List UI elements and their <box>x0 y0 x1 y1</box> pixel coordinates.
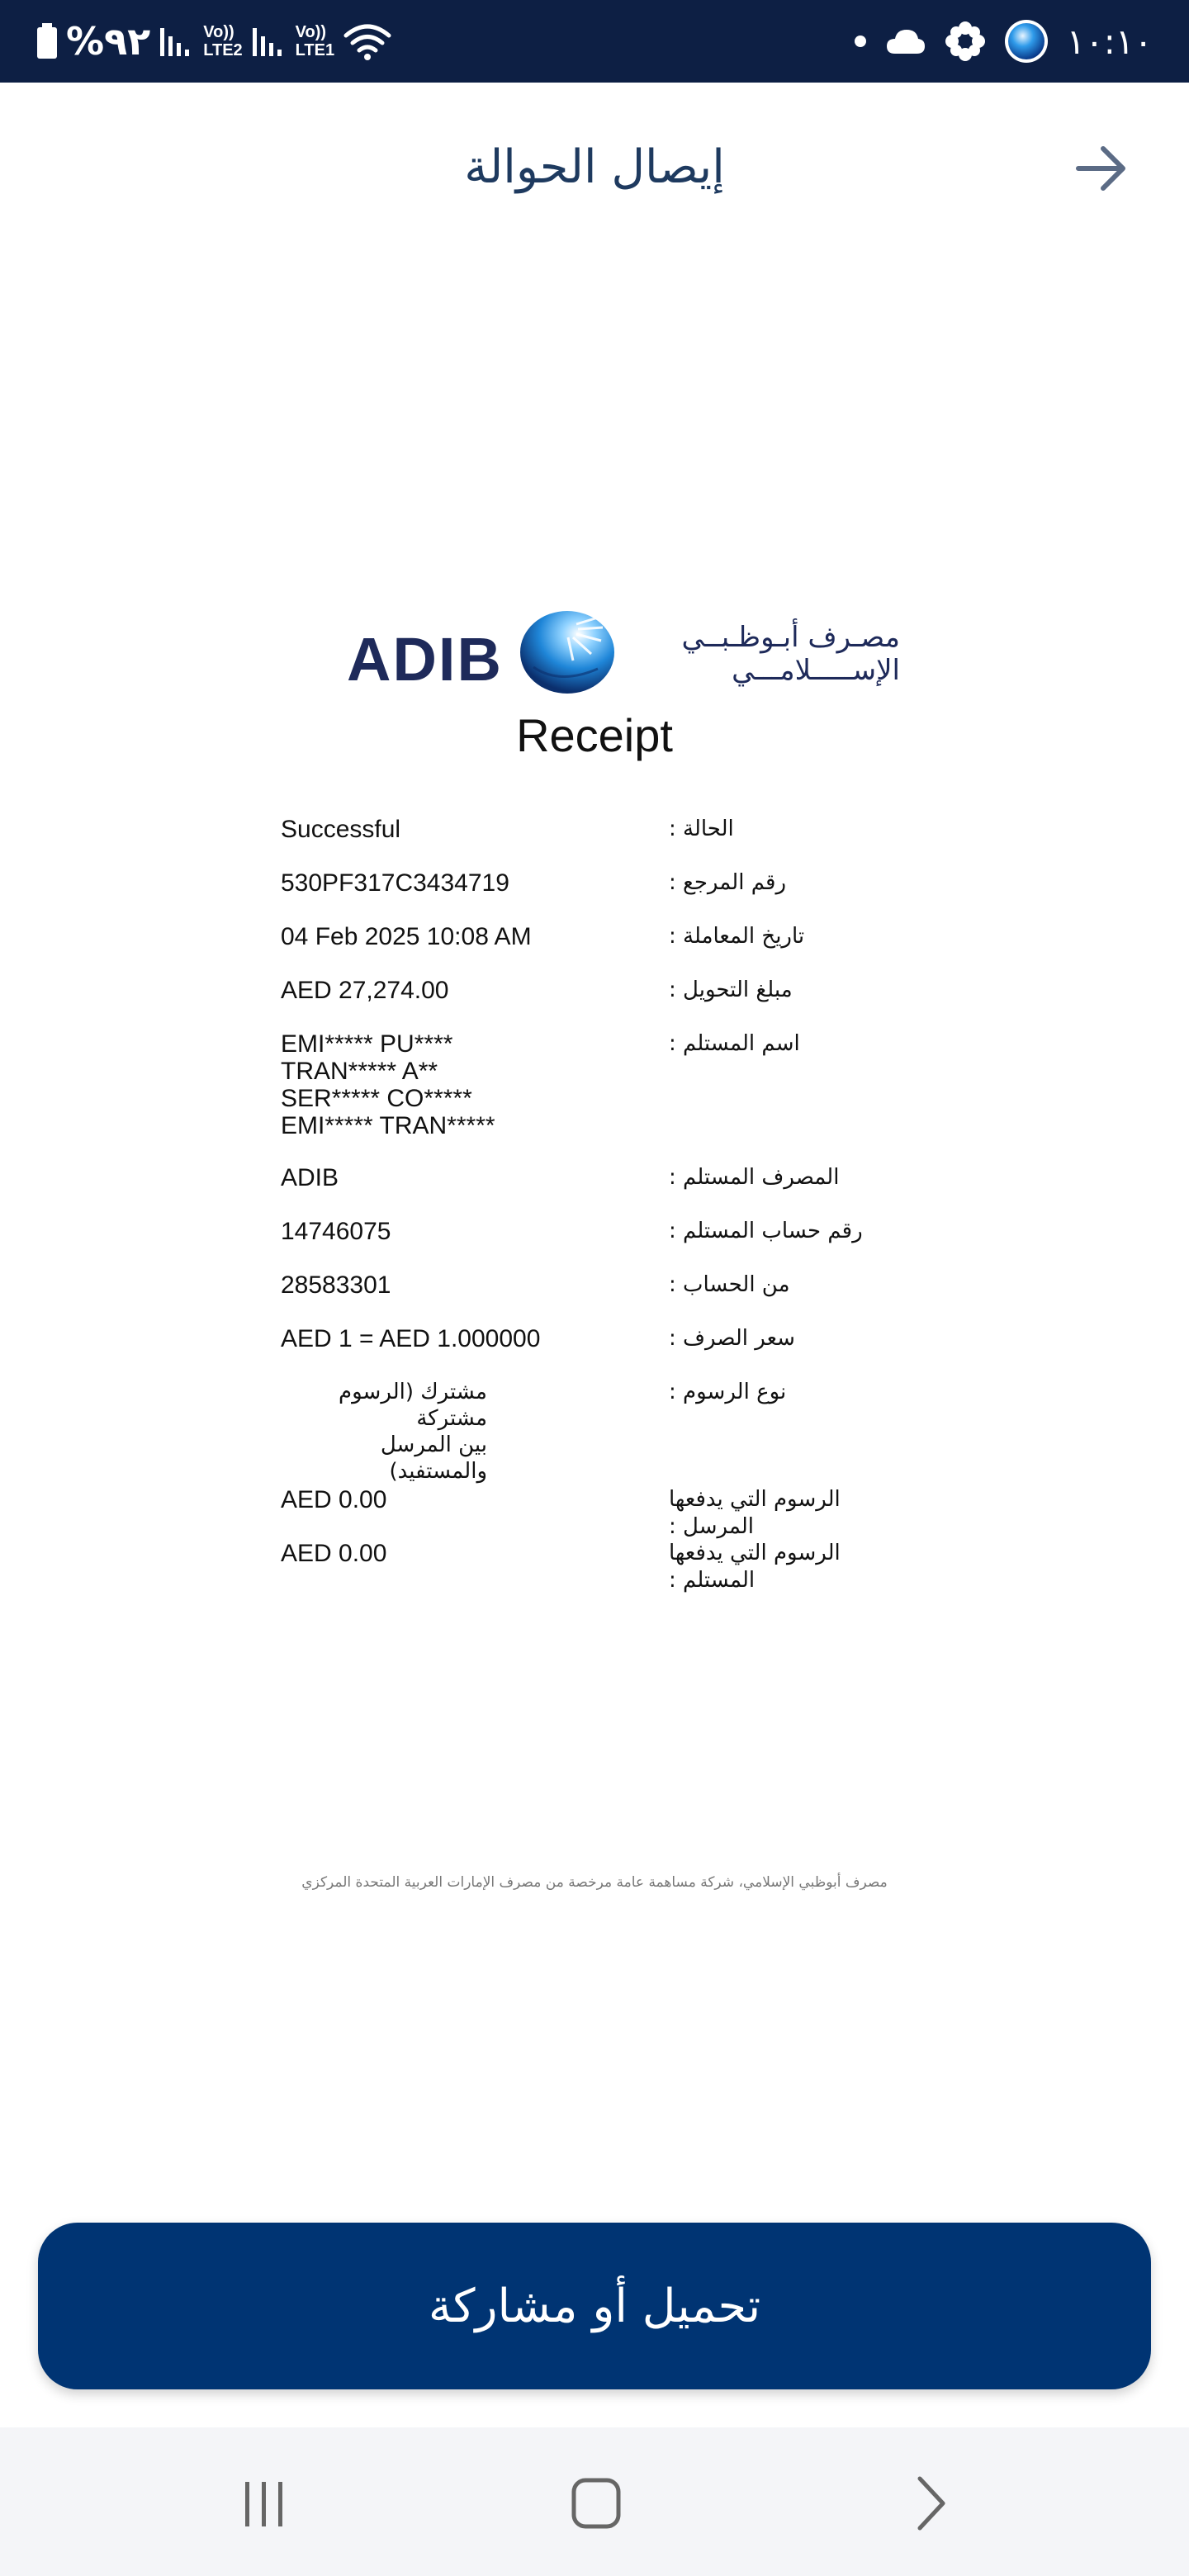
sim1-network: Vo)) LTE2 <box>203 23 243 59</box>
recent-apps-icon[interactable] <box>227 2470 301 2536</box>
exchange-rate-value: AED 1 = AED 1.000000 <box>281 1325 541 1352</box>
globe-app-icon <box>1004 19 1049 64</box>
legal-disclaimer: مصرف أبوظبي الإسلامي، شركة مساهمة عامة مرخصة من مصرف الإمارات العربية المتحدة المركزي <box>301 1874 888 1891</box>
recipient-name-label: اسم المستلم : <box>669 1031 800 1056</box>
logo-latin: ADIB <box>347 625 503 694</box>
amount-label: مبلغ التحويل : <box>669 978 793 1002</box>
reference-label: رقم المرجع : <box>669 870 787 895</box>
recipient-account-label: رقم حساب المستلم : <box>669 1219 863 1243</box>
download-share-button[interactable]: تحميل أو مشاركة <box>38 2223 1151 2389</box>
receipt-title: Receipt <box>516 709 673 761</box>
fee-type-value: مشترك (الرسوم مشتركة بين المرسل والمستفيد) <box>339 1380 487 1484</box>
status-value: Successful <box>281 816 401 843</box>
recipient-account-value: 14746075 <box>281 1218 391 1245</box>
signal-icon <box>251 25 287 58</box>
fee-type-label: نوع الرسوم : <box>669 1380 787 1404</box>
reference-value: 530PF317C3434719 <box>281 869 509 897</box>
recipient-fees-label: الرسوم التي يدفعها المستلم : <box>669 1541 841 1593</box>
status-bar-left <box>36 0 392 83</box>
adib-logo <box>347 609 900 700</box>
from-account-value: 28583301 <box>281 1271 391 1299</box>
amount-value: AED 27,274.00 <box>281 977 449 1004</box>
clock: ١٠:١٠ <box>1066 21 1153 62</box>
back-arrow-icon[interactable] <box>1072 139 1131 198</box>
wifi-icon <box>343 21 392 62</box>
status-bar <box>0 0 1189 83</box>
from-account-label: من الحساب : <box>669 1272 790 1297</box>
exchange-rate-label: سعر الصرف : <box>669 1326 795 1351</box>
home-icon[interactable] <box>559 2470 633 2536</box>
transaction-date-value: 04 Feb 2025 10:08 AM <box>281 923 532 950</box>
header <box>0 83 1189 256</box>
sender-fees-label: الرسوم التي يدفعها المرسل : <box>669 1487 841 1539</box>
page-title: إيصال الحوالة <box>464 140 725 194</box>
recipient-bank-label: المصرف المستلم : <box>669 1165 840 1190</box>
adib-globe-icon <box>519 609 616 695</box>
sender-fees-value: AED 0.00 <box>281 1486 387 1513</box>
recipient-fees-value: AED 0.00 <box>281 1540 387 1567</box>
battery-percent: %٩٢ <box>66 19 151 64</box>
flower-icon <box>945 21 986 62</box>
back-icon[interactable] <box>892 2470 966 2536</box>
signal-icon <box>159 25 195 58</box>
battery-icon <box>36 23 58 59</box>
recipient-bank-value: ADIB <box>281 1164 339 1191</box>
status-bar-right <box>854 0 1153 83</box>
recipient-name-value: EMI***** PU**** TRAN***** A** SER***** CO***** EMI***** TRAN***** <box>281 1030 495 1139</box>
transaction-date-label: تاريخ المعاملة : <box>669 924 805 949</box>
status-label: الحالة : <box>669 817 734 841</box>
dot-icon <box>854 35 867 48</box>
logo-arabic: مصـرف أبـوظـبــي الإســـــلامـــي <box>681 621 900 687</box>
sim2-network: Vo)) LTE1 <box>295 23 335 59</box>
cloud-icon <box>885 27 926 55</box>
system-nav-bar <box>0 2427 1189 2576</box>
